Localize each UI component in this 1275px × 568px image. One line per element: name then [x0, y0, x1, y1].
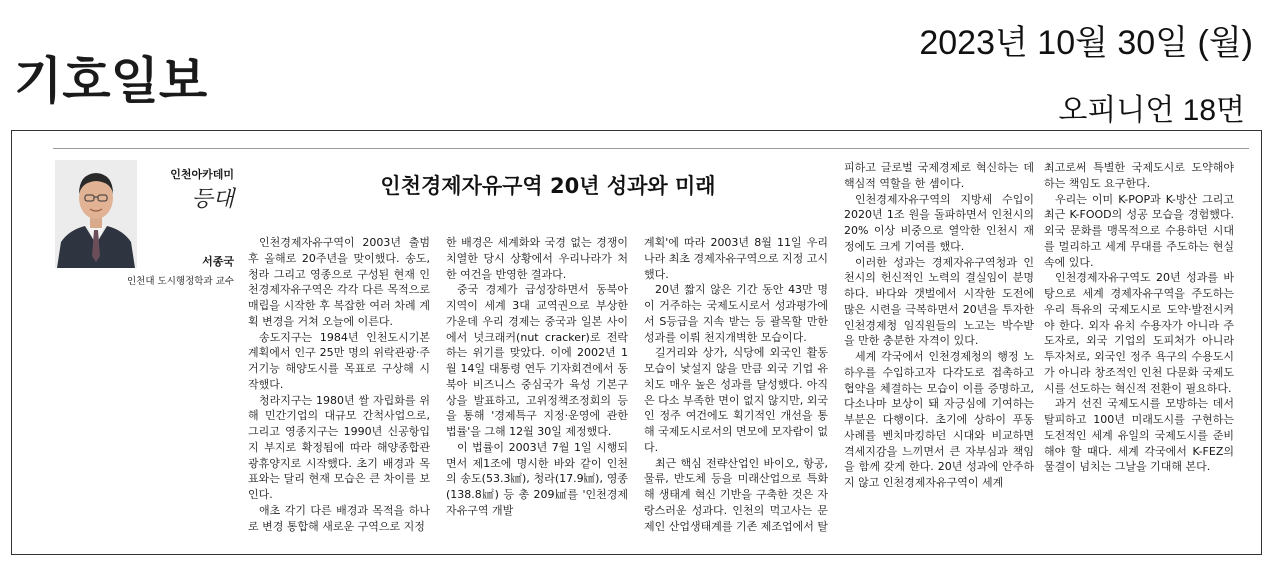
- author-name: 서종국: [202, 255, 234, 268]
- paragraph: 우리는 이미 K-POP과 K-방산 그리고 최근 K-FOOD의 성공 모습을 경험했다. 외국 문화를 맹목적으로 수용하던 시대를 멀리하고 세계 무대를 주도하는 현실 속에 있다.: [1044, 192, 1234, 269]
- paragraph: 피하고 글로벌 국제경제로 혁신하는 데 핵심적 역할을 한 셈이다.: [844, 161, 1034, 190]
- paragraph: 애초 각기 다른 배경과 목적을 하나로 변경 통합해 새로운 구역으로 지정: [248, 503, 430, 533]
- paragraph: 길거리와 상가, 식당에 외국인 활동 모습이 낯설지 않을 만큼 외국 기업 유치도 매우 높은 성과를 달성했다. 아직은 다소 부족한 면이 없지 않지만, 외국인 정주 여건에도 획기적인 개선을 통해 국제도시로서의 면모에 모자람이 없다.: [644, 346, 829, 454]
- paragraph: 송도지구는 1984년 인천도시기본계획에서 인구 25만 명의 위락관광·주거기능 해양도시를 목표로 구상해 시작했다.: [248, 330, 430, 391]
- publication-date: 2023년 10월 30일 (월): [919, 24, 1253, 62]
- author-portrait-image: [55, 160, 137, 268]
- column-series-logo: 등대: [191, 187, 234, 212]
- paragraph: 인천경제자유구역도 20년 성과를 바탕으로 세계 경제자유구역을 주도하는 우리 특유의 국제도시로 도약·발전시켜야 한다. 외자 유치 수용자가 아니라 주도자로, 외국 기업의 도피처가 아니라 투자처로, 외국인 정주 욕구의 수용도시가 아니라 창조적인 인천 다문화 국제도시를 선도하는 혁신적 전환이 필요하다.: [1044, 271, 1234, 395]
- paragraph: 중국 경제가 급성장하면서 동북아 지역이 세계 3대 교역권으로 부상한 가운데 우리 경제는 중국과 일본 사이에서 넛크래커(nut cracker)로 전락하는 위기를 맞았다. 이에 2002년 1월 14일 대통령 연두 기자회견에서 동북아 비즈니스 중심국가 육성 기본구상을 발표하고, 고위정책조정회의 등을 통해 '경제특구 지정·운영에 관한 법률'을 그해 12월 30일 제정했다.: [446, 283, 628, 438]
- article-column-5: [1044, 160, 1234, 475]
- article-column-3: [644, 235, 828, 534]
- paragraph: 최고로써 특별한 국제도시로 도약해야 하는 책임도 요구한다.: [1044, 161, 1234, 190]
- newspaper-logo: 기호일보: [14, 52, 208, 110]
- paragraph: 이러한 성과는 경제자유구역청과 인천시의 헌신적인 노력의 결실임이 분명하다. 바다와 갯벌에서 시작한 도전에 많은 시련을 극복하면서 20년을 투자한 인천경제청 임직원들의 노고는 박수받을 만한 충분한 자격이 있다.: [844, 255, 1034, 348]
- paragraph: 20년 짧지 않은 기간 동안 43만 명이 거주하는 국제도시로서 성과평가에서 S등급을 지속 받는 등 괄목할 만한 성과를 이뤄 천지개벽한 모습이다.: [644, 283, 828, 344]
- paragraph: 인천경제자유구역이 2003년 출범 후 올해로 20주년을 맞이했다. 송도, 청라 그리고 영종으로 구성된 현재 인천경제자유구역은 각각 다른 목적으로 매립을 시작한 후 복잡한 여러 차례 계획 변경을 거쳐 오늘에 이른다.: [248, 236, 430, 328]
- paragraph: 청라지구는 1980년 쌀 자립화를 위해 민간기업의 대규모 간척사업으로, 그리고 영종지구는 1990년 신공항입지 부지로 확정됨에 따라 해양종합관광휴양지로 시작했다. 초기 배경과 목표와는 달리 현재 모습은 큰 차이를 보인다.: [248, 393, 430, 501]
- author-photo: [55, 160, 137, 268]
- paragraph: 세계 각국에서 인천경제청의 행정 노하우를 수입하고자 다각도로 접촉하고 협약을 체결하는 모습이 이를 증명하고, 다소나마 보상이 돼 자긍심에 기여하는 부분은 다행이다. 초기에 상하이 푸동 사례를 벤치마킹하던 시대와 비교하면 격세지감을 느끼면서 큰 자부심과 책임을 함께 갖게 한다. 20년 성과에 안주하지 않고 인천경제자유구역이 세계: [844, 350, 1034, 489]
- paragraph: 인천경제자유구역의 지방세 수입이 2020년 1조 원을 돌파하면서 인천시의 20% 이상 비중으로 열악한 인천시 재정에도 크게 기여를 했다.: [844, 192, 1034, 253]
- paragraph: 과거 선진 국제도시를 모방하는 데서 탈피하고 100년 미래도시를 구현하는 도전적인 세계 유일의 국제도시를 준비해야 할 때다. 세계 각국에서 K-FEZ의 물결이 넘치는 그날을 기대해 본다.: [1044, 397, 1234, 474]
- article-headline: 인천경제자유구역 20년 성과와 미래: [380, 174, 716, 198]
- paragraph: 최근 핵심 전략산업인 바이오, 항공, 물류, 반도체 등을 미래산업으로 특화해 생태계 혁신 기반을 구축한 것은 자랑스러운 성과다. 인천의 먹고사는 문제인 산업생태계를 기존 제조업에서 탈: [644, 456, 829, 533]
- byline-organization: 인천아카데미: [170, 168, 234, 181]
- paragraph: 한 배경은 세계화와 국경 없는 경쟁이 치열한 당시 상황에서 우리나라가 처한 여건을 반영한 결과다.: [446, 236, 628, 281]
- paragraph: 이 법률이 2003년 7월 1일 시행되면서 제1조에 명시한 바와 같이 인천의 송도(53.3㎢), 청라(17.9㎢), 영종(138.8㎢) 등 총 209㎢를 '인천경제자유구역 개발: [446, 440, 628, 517]
- section-page: 오피니언 18면: [1058, 94, 1245, 127]
- author-title: 인천대 도시행정학과 교수: [127, 276, 234, 287]
- article-column-2: [446, 235, 628, 519]
- article-column-4: [844, 160, 1034, 491]
- article-top-rule: [53, 148, 1249, 149]
- article-column-1: [248, 235, 430, 534]
- paragraph: 계획'에 따라 2003년 8월 11일 우리나라 최초 경제자유구역으로 지정 고시했다.: [644, 236, 829, 281]
